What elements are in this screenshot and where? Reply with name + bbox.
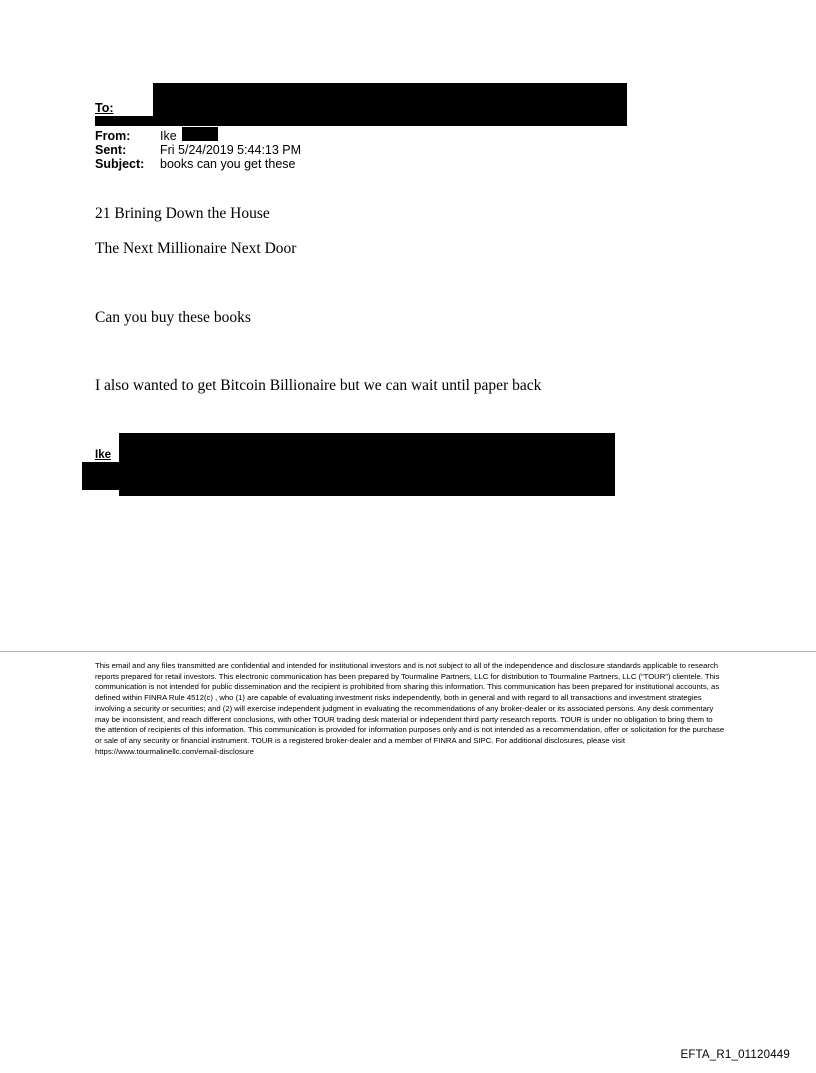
body-line-3: Can you buy these books xyxy=(95,309,251,326)
redaction-block-to xyxy=(153,83,627,126)
redaction-block-cc xyxy=(95,116,155,126)
body-line-2: The Next Millionaire Next Door xyxy=(95,240,297,257)
footer-divider xyxy=(0,651,816,652)
signature-name: Ike xyxy=(95,449,111,461)
redaction-block-signature-left xyxy=(82,462,122,490)
redaction-block-from xyxy=(182,127,218,141)
subject-label: Subject: xyxy=(95,157,145,171)
from-value: Ike xyxy=(160,129,177,143)
from-label: From: xyxy=(95,129,131,143)
legal-disclaimer: This email and any files transmitted are confidential and intended for institutional investors and is not subject to all of the independence and disclosure standards applicable to research reports prepared for retail investors. This electronic communication has been prepared by Tourmaline Partners, LLC for distribution to Tourmaline Partners, LLC (“TOUR”) clientele. This communication is not intended for public dissemination and the recipient is prohibited from sharing this information. This communication has been prepared for institutional accounts, as defined within FINRA Rule 4512(c) , who (1) are capable of evaluating investment risks independently, both in general and with regard to all transactions and investment strategies involving a security or securities; and (2) will exercise independent judgment in evaluating the recommendations of any broker-dealer or its associated persons. Any desk commentary may be inconsistent, and reach different conclusions, with other TOUR trading desk material or independent third party research reports. TOUR is under no obligation to bring them to the attention of recipients of this information. This communication is provided for information purposes only and is not intended as a recommendation, offer or solicitation for the purchase or sale of any security or financial instrument. TOUR is a registered broker-dealer and a member of FINRA and SIPC. For additional disclosures, please visit https://www.tourmalinellc.com/email-disclosure xyxy=(95,661,725,756)
to-label: To: xyxy=(95,101,114,115)
redaction-block-signature xyxy=(119,433,615,496)
document-id: EFTA_R1_01120449 xyxy=(680,1049,790,1061)
body-line-1: 21 Brining Down the House xyxy=(95,205,270,222)
sent-value: Fri 5/24/2019 5:44:13 PM xyxy=(160,143,302,157)
subject-value: books can you get these xyxy=(160,157,296,171)
body-line-4: I also wanted to get Bitcoin Billionaire but we can wait until paper back xyxy=(95,377,542,394)
sent-label: Sent: xyxy=(95,143,127,157)
